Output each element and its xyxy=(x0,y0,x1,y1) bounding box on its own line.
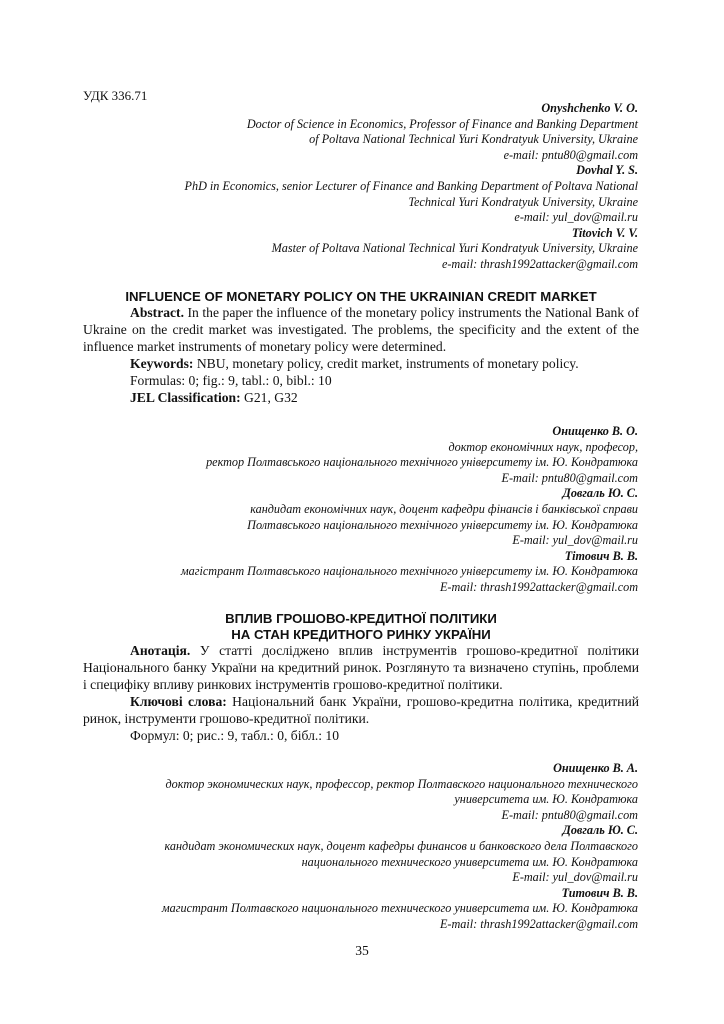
page-number: 35 xyxy=(355,943,369,958)
abstract-text: У статті досліджено вплив інструментів грошово-кредитної політики Національного банку України на кредитний ринок. Розглянуто та визначено ступінь, проблеми і специфіку впливу ринкових інструментів грошово-кредитної політики. xyxy=(83,643,639,692)
en-keywords xyxy=(83,356,639,373)
author-email: E-mail: yul_dov@mail.ru xyxy=(512,870,638,885)
udk-code: УДК 336.71 xyxy=(83,88,148,103)
ua-abstract xyxy=(83,643,639,693)
abstract-label: Анотація. xyxy=(130,643,191,658)
author-affiliation: Master of Poltava National Technical Yuri Kondratyuk University, Ukraine xyxy=(271,241,638,256)
author-affiliation: of Poltava National Technical Yuri Kondratyuk University, Ukraine xyxy=(309,132,638,147)
ua-stats: Формул: 0; рис.: 9, табл.: 0, бібл.: 10 xyxy=(130,728,340,743)
author-email: E-mail: thrash1992attacker@gmail.com xyxy=(439,579,638,594)
jel-text: G21, G32 xyxy=(240,390,298,405)
author-name: Довгаль Ю. С. xyxy=(562,823,638,838)
author-name: Онищенко В. А. xyxy=(553,761,638,775)
author-name: Dovhal Y. S. xyxy=(576,163,638,178)
author-name: Довгаль Ю. С. xyxy=(562,486,638,501)
ua-title xyxy=(83,611,639,643)
author-affiliation: магістрант Полтавського національного технічного університету ім. Ю. Кондратюка xyxy=(180,564,638,579)
author-affiliation: доктор економічних наук, професор, xyxy=(448,439,638,454)
keywords-label: Ключові слова: xyxy=(130,694,227,709)
ru-authors xyxy=(162,761,638,933)
author-affiliation: Technical Yuri Kondratyuk University, Ukraine xyxy=(408,194,638,209)
keywords-text: NBU, monetary policy, credit market, instruments of monetary policy. xyxy=(193,356,579,371)
jel-label: JEL Classification: xyxy=(130,390,241,405)
author-email: e-mail: pntu80@gmail.com xyxy=(503,147,638,162)
author-name: Титович В. В. xyxy=(561,885,638,900)
en-title: INFLUENCE OF MONETARY POLICY ON THE UKRAINIAN CREDIT MARKET xyxy=(125,289,597,304)
ua-authors xyxy=(181,424,638,596)
author-affiliation: университета им. Ю. Кондратюка xyxy=(454,792,638,807)
author-email: E-mail: thrash1992attacker@gmail.com xyxy=(439,916,638,931)
abstract-label: Abstract. xyxy=(130,305,184,320)
author-affiliation: национального технического университета им. Ю. Кондратюка xyxy=(301,854,638,869)
en-authors xyxy=(185,101,638,273)
jel-classification xyxy=(130,390,298,406)
author-email: E-mail: pntu80@gmail.com xyxy=(501,470,638,485)
ua-title-line: ВПЛИВ ГРОШОВО-КРЕДИТНОЇ ПОЛІТИКИ xyxy=(225,611,497,626)
author-email: e-mail: yul_dov@mail.ru xyxy=(514,210,638,225)
author-name: Titovich V. V. xyxy=(571,225,638,240)
author-affiliation: PhD in Economics, senior Lecturer of Finance and Banking Department of Poltava National xyxy=(184,178,638,193)
author-affiliation: кандидат экономических наук, доцент кафедры финансов и банковского дела Полтавского xyxy=(164,838,638,853)
ua-keywords xyxy=(83,694,639,728)
author-email: E-mail: pntu80@gmail.com xyxy=(501,807,638,822)
author-email: e-mail: thrash1992attacker@gmail.com xyxy=(441,256,638,271)
en-stats: Formulas: 0; fig.: 9, tabl.: 0, bibl.: 10 xyxy=(130,373,332,388)
author-affiliation: Doctor of Science in Economics, Professor of Finance and Banking Department xyxy=(246,116,638,131)
abstract-text: In the paper the influence of the monetary policy instruments the National Bank of Ukraine on the credit market was investigated. The problems, the specificity and the extent of the influence market instruments of monetary policy were determined. xyxy=(83,305,639,354)
en-abstract xyxy=(83,305,639,355)
author-email: E-mail: yul_dov@mail.ru xyxy=(512,533,638,548)
author-affiliation: доктор экономических наук, профессор, ректор Полтавского национального технического xyxy=(165,776,638,791)
author-affiliation: кандидат економічних наук, доцент кафедри фінансів і банківської справи xyxy=(250,501,638,516)
author-affiliation: Полтавського національного технічного університету ім. Ю. Кондратюка xyxy=(247,517,638,532)
author-name: Тітович В. В. xyxy=(564,548,638,563)
ua-title-line: НА СТАН КРЕДИТНОГО РИНКУ УКРАЇНИ xyxy=(231,627,491,642)
keywords-label: Keywords: xyxy=(130,356,194,371)
keywords-text: Національний банк України, грошово-кредитна політика, кредитний ринок, інструменти грошово-кредитної політики. xyxy=(83,694,639,726)
author-affiliation: ректор Полтавського національного технічного університету ім. Ю. Кондратюка xyxy=(206,455,638,470)
author-name: Онищенко В. О. xyxy=(552,424,638,438)
author-affiliation: магистрант Полтавского национального технического университета им. Ю. Кондратюка xyxy=(161,901,638,916)
author-name: Onyshchenko V. O. xyxy=(541,101,638,115)
